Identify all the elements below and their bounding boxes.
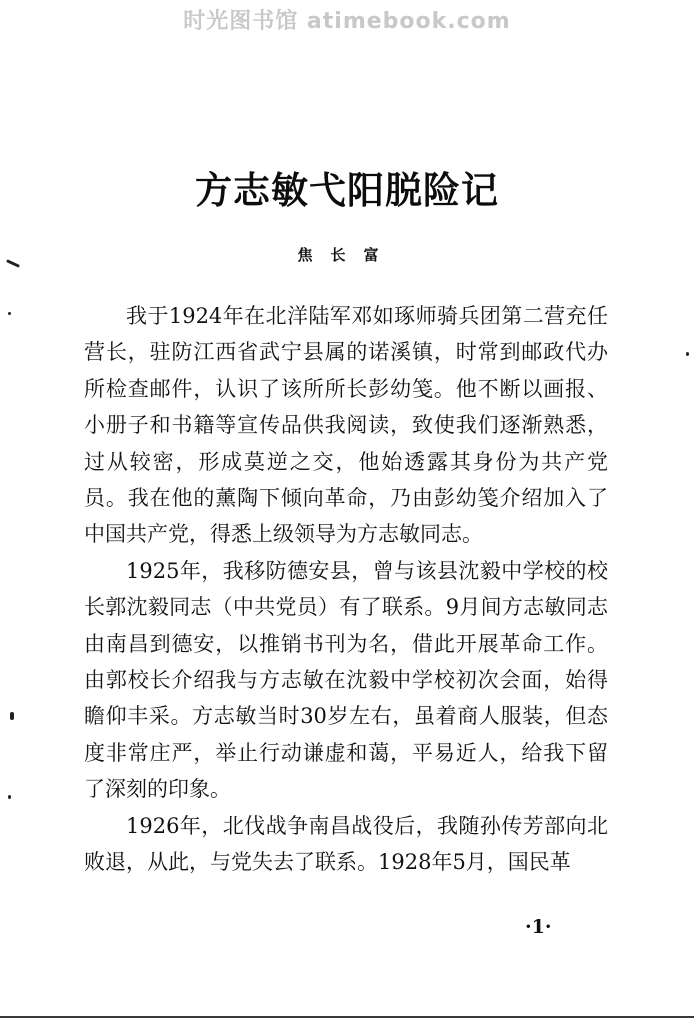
page-title: 方志敏弋阳脱险记 bbox=[195, 168, 499, 212]
scan-speck bbox=[686, 352, 689, 356]
paragraph-1: 我于1924年在北洋陆军邓如琢师骑兵团第二营充任营长，驻防江西省武宁县属的诺溪镇，时常到邮政代办所检查邮件，认识了该所所长彭幼笺。他不断以画报、小册子和书籍等宣传品供我阅读，致使我们逐渐熟悉，过从较密，形成莫逆之交，他始透露其身份为共产党员。我在他的薰陶下倾向革命，乃由彭幼笺介绍加入了中国共产党，得悉上级领导为方志敏同志。 bbox=[84, 304, 608, 547]
bottom-rule bbox=[0, 1016, 694, 1018]
paragraph-3: 1926年，北伐战争南昌战役后，我随孙传芳部向北败退，从此，与党失去了联系。1928年5月，国民革 bbox=[84, 813, 608, 875]
page-number: ·1· bbox=[525, 916, 552, 938]
scan-speck bbox=[10, 712, 14, 720]
author-name: 焦长富 bbox=[297, 246, 397, 264]
scan-speck bbox=[8, 795, 11, 799]
watermark: 时光图书馆 atimebook.com bbox=[183, 9, 511, 34]
scan-speck bbox=[8, 312, 11, 315]
paragraph-2: 1925年，我移防德安县，曾与该县沈毅中学校的校长郭沈毅同志（中共党员）有了联系。9月间方志敏同志由南昌到德安，以推销书刊为名，借此开展革命工作。由郭校长介绍我与方志敏在沈毅中学校初次会面，始得瞻仰丰采。方志敏当时30岁左右，虽着商人服装，但态度非常庄严，举止行动谦虚和蔼，平易近人，给我下留了深刻的印象。 bbox=[84, 558, 608, 802]
article-body bbox=[84, 298, 608, 881]
